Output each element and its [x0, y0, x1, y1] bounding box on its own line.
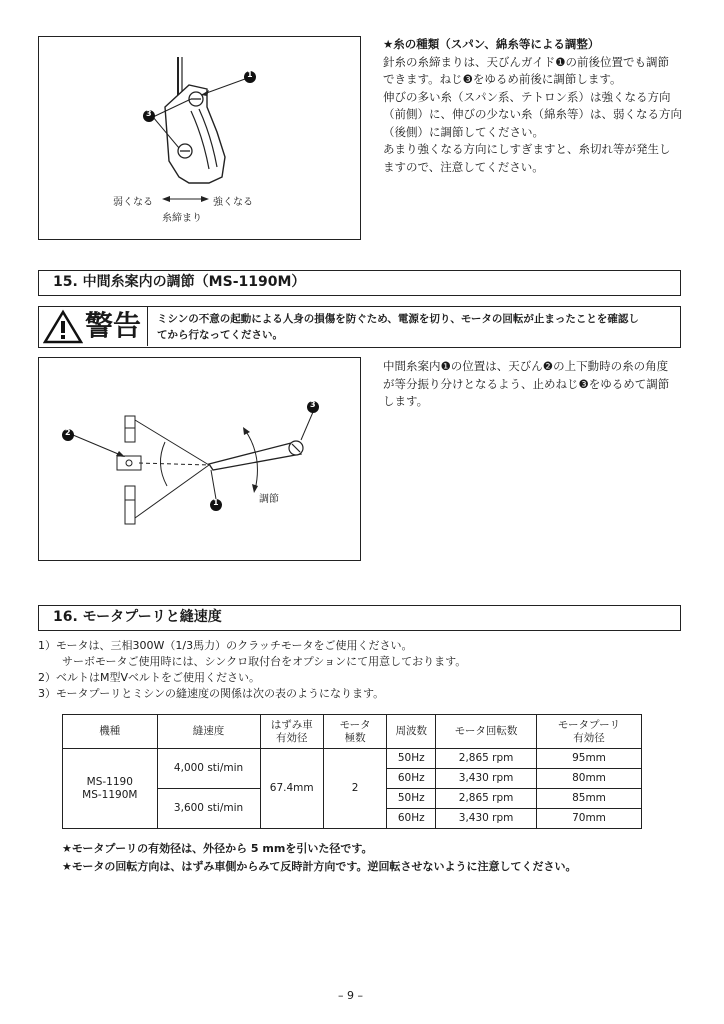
hz-cell: 50Hz — [387, 749, 436, 769]
marker-3-label: 3 — [310, 400, 316, 409]
pulley-cell: 80mm — [536, 769, 641, 789]
warning-label-area — [39, 307, 148, 346]
warning-label: 警告 — [85, 309, 142, 342]
thread-type-line: ますので、注意してください。 — [383, 159, 544, 174]
table-row — [63, 749, 642, 769]
motor-note-2: 2）ベルトはM型Vベルトをご使用ください。 — [38, 671, 261, 684]
model-cell: MS-1190 MS-1190M — [63, 749, 158, 829]
motor-note-1b: サーボモータご使用時には、シンクロ取付台をオプションにて用意しております。 — [62, 655, 467, 668]
thread-type-line: （後側）に調節してください。 — [383, 124, 544, 139]
th-speed: 縫速度 — [157, 715, 260, 749]
marker-1-label: 1 — [247, 70, 253, 79]
rpm-cell: 3,430 rpm — [436, 809, 537, 829]
motor-pulley-table — [62, 714, 642, 829]
thread-type-line: 伸びの多い糸（スパン系、テトロン系）は強くなる方向 — [383, 89, 671, 104]
warning-box — [38, 306, 681, 348]
th-frequency: 周波数 — [387, 715, 436, 749]
adjust-label: 調節 — [259, 494, 279, 505]
th-pulley: モータプーリ 有効径 — [536, 715, 641, 749]
speed-cell: 4,000 sti/min — [157, 749, 260, 789]
thread-type-block — [383, 36, 682, 176]
motor-note-1: 1）モータは、三相300W（1/3馬力）のクラッチモータをご使用ください。 — [38, 639, 413, 652]
strong-label: 強くなる — [213, 197, 253, 208]
th-flywheel: はずみ車 有効径 — [260, 715, 323, 749]
pulley-cell: 85mm — [536, 789, 641, 809]
poles-cell: 2 — [323, 749, 386, 829]
thread-type-heading: ★糸の種類（スパン、綿糸等による調整） — [383, 37, 600, 51]
marker-1-label: 1 — [213, 498, 219, 507]
motor-notes — [38, 638, 466, 702]
figure-caption: 糸締まり — [162, 213, 202, 224]
middle-guide-line: 中間糸案内❶の位置は、天びん❷の上下動時の糸の角度 — [383, 359, 669, 373]
middle-guide-line: が等分振り分けとなるよう、止めねじ❸をゆるめて調節 — [383, 376, 670, 391]
notes-block — [62, 840, 577, 876]
thread-type-line: できます。ねじ❸をゆるめ前後に調節します。 — [383, 72, 622, 86]
pulley-cell: 70mm — [536, 809, 641, 829]
page-number: – 9 – — [338, 989, 363, 1002]
hz-cell: 50Hz — [387, 789, 436, 809]
rpm-cell: 2,865 rpm — [436, 789, 537, 809]
th-poles: モータ 極数 — [323, 715, 386, 749]
rpm-cell: 3,430 rpm — [436, 769, 537, 789]
th-motor-rpm: モータ回転数 — [436, 715, 537, 749]
warning-triangle-icon — [43, 309, 83, 345]
note-1: ★モータプーリの有効径は、外径から 5 mmを引いた径です。 — [62, 842, 373, 855]
figure-middle-thread-guide — [38, 357, 361, 561]
marker-2-label: 2 — [65, 428, 71, 437]
weak-label: 弱くなる — [113, 197, 153, 208]
section-16-heading: 16. モータプーリと縫速度 — [38, 605, 681, 631]
speed-cell: 3,600 sti/min — [157, 789, 260, 829]
hz-cell: 60Hz — [387, 809, 436, 829]
figure-thread-tension — [38, 36, 361, 240]
thread-type-line: あまり強くなる方向にしすぎますと、糸切れ等が発生し — [383, 142, 671, 156]
motor-note-3: 3）モータプーリとミシンの縫速度の関係は次の表のようになります。 — [38, 687, 385, 700]
section-15-heading: 15. 中間糸案内の調節（MS-1190M） — [38, 270, 681, 296]
warning-text-line-2: てから行なってください。 — [157, 329, 283, 341]
thread-type-line: （前側）に、伸びの少ない糸（綿糸等）は、弱くなる方向 — [383, 107, 682, 121]
middle-guide-line: します。 — [383, 394, 429, 408]
flywheel-cell: 67.4mm — [260, 749, 323, 829]
thread-type-line: 針糸の糸締まりは、天びんガイド❶の前後位置でも調節 — [383, 54, 669, 69]
middle-guide-block — [383, 358, 669, 411]
rpm-cell: 2,865 rpm — [436, 749, 537, 769]
marker-3-label: 3 — [146, 109, 152, 118]
middle-guide-diagram — [39, 358, 360, 560]
th-model: 機種 — [63, 715, 158, 749]
pulley-cell: 95mm — [536, 749, 641, 769]
note-2: ★モータの回転方向は、はずみ車側からみて反時計方向です。逆回転させないように注意してください。 — [62, 860, 577, 873]
warning-text-line-1: ミシンの不意の起動による人身の損傷を防ぐため、電源を切り、モータの回転が止まったことを確認し — [157, 313, 639, 325]
hz-cell: 60Hz — [387, 769, 436, 789]
